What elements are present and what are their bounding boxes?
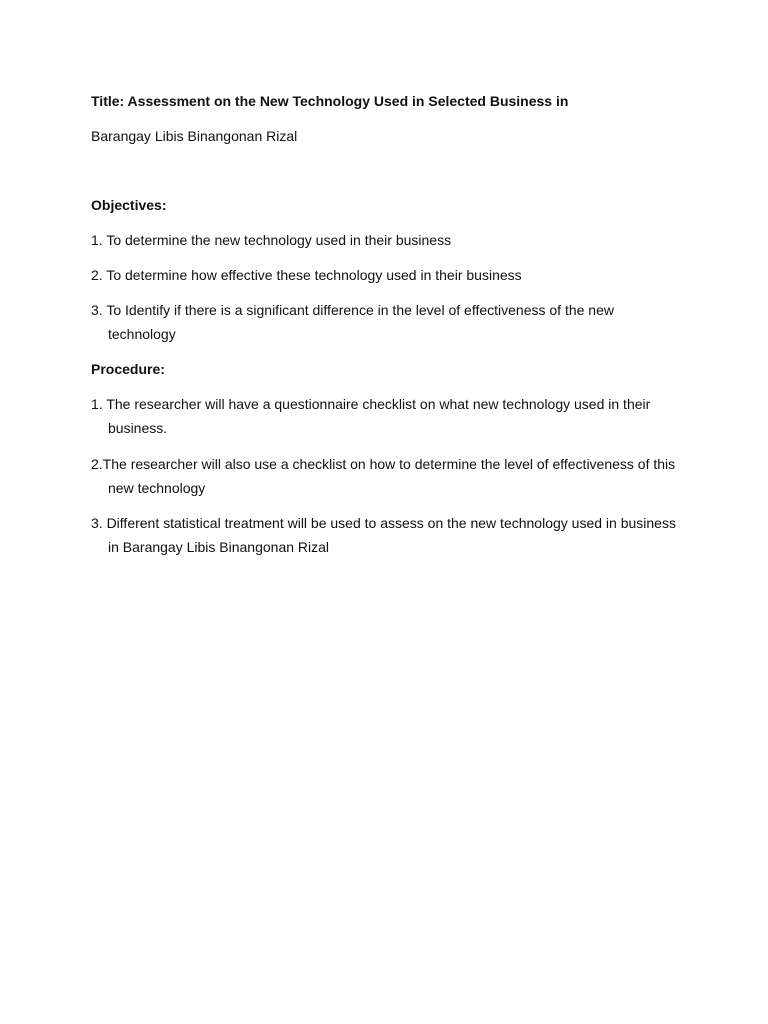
procedure-item-continuation: business. [108,420,168,436]
procedure-item [91,452,681,500]
procedure-heading: Procedure: [91,361,165,377]
document-title: Title: Assessment on the New Technology Used in Selected Business in [91,93,569,109]
objective-item-text: 2. To determine how effective these technology used in their business [91,267,522,283]
objective-item-text: 3. To Identify if there is a significant difference in the level of effectiveness of the new [91,302,614,318]
objective-item-text: 1. To determine the new technology used in their business [91,232,452,248]
objective-item-continuation: technology [108,326,176,342]
procedure-item-continuation: new technology [108,480,206,496]
procedure-item-continuation: in Barangay Libis Binangonan Rizal [108,539,330,555]
procedure-item [91,392,681,440]
objectives-heading: Objectives: [91,197,167,213]
document-title-continuation: Barangay Libis Binangonan Rizal [91,128,298,144]
objective-item [91,228,681,252]
procedure-item [91,511,681,559]
procedure-item-text: 2.The researcher will also use a checklist on how to determine the level of effectiveness of this [91,456,676,472]
procedure-item-text: 3. Different statistical treatment will be used to assess on the new technology used in business [91,515,676,531]
procedure-item-text: 1. The researcher will have a questionnaire checklist on what new technology used in their [91,396,651,412]
objective-item [91,298,681,346]
objective-item [91,263,681,287]
